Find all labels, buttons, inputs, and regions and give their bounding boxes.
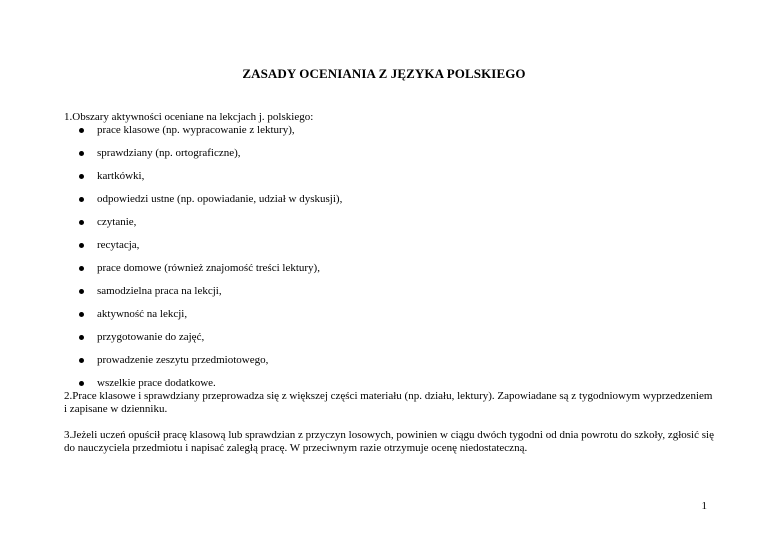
list-item-text: kartkówki, — [97, 170, 145, 182]
bullet-icon — [79, 197, 84, 202]
section-3-paragraph: 3.Jeżeli uczeń opuścił pracę klasową lub sprawdzian z przyczyn losowych, powinien w ciągu dwóch tygodni od dnia powrotu do szkoły, zgłosić się do nauczyciela przedmiotu i napisać zaległą pracę. W przeciwnym razie otrzymuje ocenę niedostateczną. — [64, 429, 714, 454]
bullet-icon — [79, 174, 84, 179]
list-item-text: przygotowanie do zajęć, — [97, 331, 205, 343]
bullet-icon — [79, 381, 84, 386]
list-item-text: prace domowe (również znajomość treści lektury), — [97, 262, 320, 274]
page-number: 1 — [701, 500, 707, 512]
section-2-paragraph: 2.Prace klasowe i sprawdziany przeprowadza się z większej części materiału (np. działu, lektury). Zapowiadane są z tygodniowym wyprzedzeniem i zapisane w dzienniku. — [64, 390, 713, 415]
bullet-icon — [79, 243, 84, 248]
list-item-text: odpowiedzi ustne (np. opowiadanie, udział w dyskusji), — [97, 193, 343, 205]
list-item-text: sprawdziany (np. ortograficzne), — [97, 147, 241, 159]
bullet-icon — [79, 220, 84, 225]
page-title: ZASADY OCENIANIA Z JĘZYKA POLSKIEGO — [242, 66, 526, 81]
section-1-intro: 1.Obszary aktywności oceniane na lekcjach j. polskiego: — [64, 111, 314, 123]
bullet-icon — [79, 289, 84, 294]
bullet-icon — [79, 335, 84, 340]
bullet-icon — [79, 358, 84, 363]
list-item-text: czytanie, — [97, 216, 137, 228]
bullet-icon — [79, 151, 84, 156]
bullet-icon — [79, 266, 84, 271]
bullet-icon — [79, 312, 84, 317]
bullet-icon — [79, 128, 84, 133]
list-item-text: recytacja, — [97, 239, 140, 251]
list-item-text: prace klasowe (np. wypracowanie z lektury), — [97, 124, 295, 136]
list-item-text: aktywność na lekcji, — [97, 308, 188, 320]
list-item-text: prowadzenie zeszytu przedmiotowego, — [97, 354, 269, 366]
list-item-text: samodzielna praca na lekcji, — [97, 285, 222, 297]
list-item-text: wszelkie prace dodatkowe. — [97, 377, 216, 389]
